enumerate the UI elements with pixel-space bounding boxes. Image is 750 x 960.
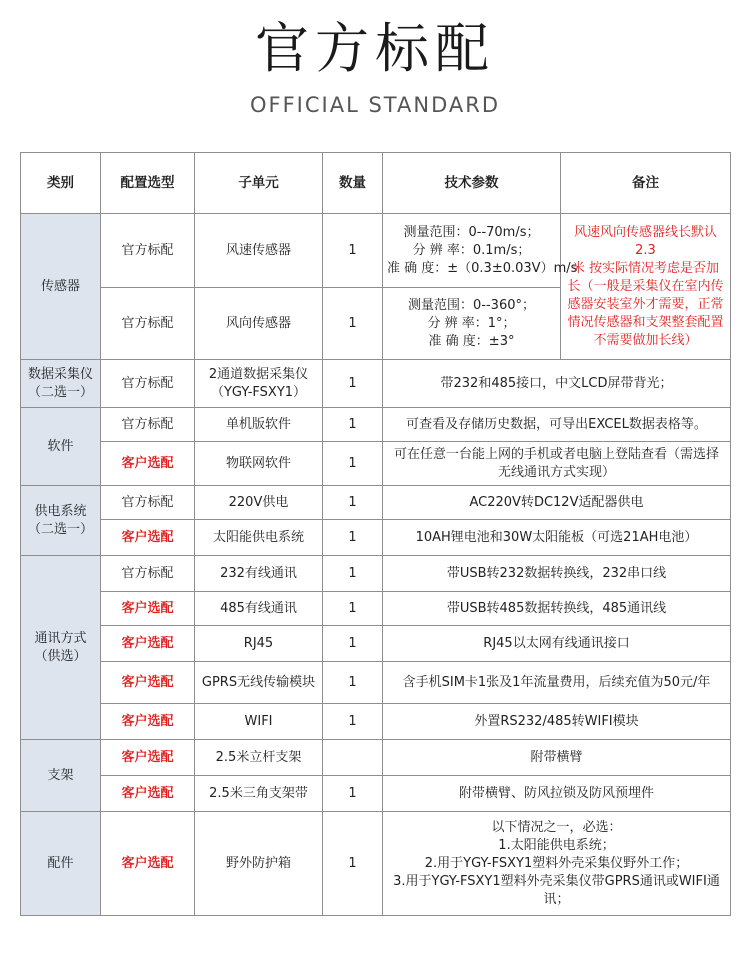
note-line: 感器安装室外才需要，正常 <box>567 296 724 312</box>
tech-line: 测量范围：0--70m/s； <box>403 224 540 240</box>
table-row <box>21 486 731 520</box>
qty-cell: 1 <box>323 556 383 592</box>
tech-cell <box>383 288 561 360</box>
note-line: 风速风向传感器线长默认2.3 <box>573 224 717 258</box>
qty-cell: 1 <box>323 408 383 442</box>
category-accessory: 配件 <box>21 812 101 916</box>
config-cell: 客户选配 <box>101 520 195 556</box>
tech-cell: 附带横臂、防风拉锁及防风预埋件 <box>383 776 731 812</box>
qty-cell: 1 <box>323 360 383 408</box>
header-unit: 子单元 <box>195 153 323 214</box>
unit-cell: 2.5米三角支架带 <box>195 776 323 812</box>
header-note: 备注 <box>561 153 731 214</box>
config-cell: 客户选配 <box>101 740 195 776</box>
tech-cell: AC220V转DC12V适配器供电 <box>383 486 731 520</box>
qty-cell: 1 <box>323 486 383 520</box>
header-category: 类别 <box>21 153 101 214</box>
category-sensor: 传感器 <box>21 214 101 360</box>
tech-line: 准 确 度：±3° <box>428 333 515 349</box>
unit-cell: RJ45 <box>195 626 323 662</box>
tech-cell: 外置RS232/485转WIFI模块 <box>383 704 731 740</box>
table-header-row <box>21 153 731 214</box>
unit-cell: 物联网软件 <box>195 442 323 486</box>
qty-cell: 1 <box>323 442 383 486</box>
unit-cell: 风向传感器 <box>195 288 323 360</box>
category-collector <box>21 360 101 408</box>
category-label: 数据采集仪 <box>27 366 93 382</box>
note-line: 长（一般是采集仪在室内传 <box>567 278 724 294</box>
table-row <box>21 408 731 442</box>
qty-cell: 1 <box>323 214 383 288</box>
category-label: （二选一） <box>27 521 93 537</box>
table-row <box>21 360 731 408</box>
note-line: 情况传感器和支架整套配置 <box>567 314 724 330</box>
tech-cell: 可查看及存储历史数据，可导出EXCEL数据表格等。 <box>383 408 731 442</box>
qty-cell: 1 <box>323 776 383 812</box>
page-title: 官方标配 <box>255 17 495 80</box>
config-cell: 官方标配 <box>101 360 195 408</box>
config-cell: 官方标配 <box>101 486 195 520</box>
qty-cell: 1 <box>323 592 383 626</box>
table-row <box>21 704 731 740</box>
table-row <box>21 626 731 662</box>
tech-line: 3.用于YGY-FSXY1塑料外壳采集仪带GPRS通讯或WIFI通 <box>393 873 720 889</box>
table-row <box>21 776 731 812</box>
config-cell: 客户选配 <box>101 776 195 812</box>
unit-line: （YGY-FSXY1） <box>210 384 307 400</box>
qty-cell: 1 <box>323 812 383 916</box>
table-row <box>21 442 731 486</box>
tech-line: 无线通讯方式实现） <box>497 464 615 480</box>
config-cell: 客户选配 <box>101 704 195 740</box>
category-stand: 支架 <box>21 740 101 812</box>
tech-line: 1.太阳能供电系统； <box>498 837 615 853</box>
sensor-note <box>561 214 731 360</box>
category-label: 供电系统 <box>34 503 87 519</box>
unit-line: 2通道数据采集仪 <box>208 366 309 382</box>
unit-cell: 太阳能供电系统 <box>195 520 323 556</box>
unit-cell: 485有线通讯 <box>195 592 323 626</box>
tech-cell: 带USB转485数据转换线，485通讯线 <box>383 592 731 626</box>
tech-line: 2.用于YGY-FSXY1塑料外壳采集仪野外工作； <box>424 855 689 871</box>
qty-cell: 1 <box>323 704 383 740</box>
tech-cell <box>383 442 731 486</box>
config-cell: 客户选配 <box>101 626 195 662</box>
category-power <box>21 486 101 556</box>
header-config: 配置选型 <box>101 153 195 214</box>
tech-line: 分 辨 率：0.1m/s； <box>412 242 531 258</box>
qty-cell: 1 <box>323 520 383 556</box>
tech-line: 测量范围：0--360°； <box>408 297 535 313</box>
table-row <box>21 214 731 288</box>
config-cell: 客户选配 <box>101 592 195 626</box>
category-software: 软件 <box>21 408 101 486</box>
header-tech: 技术参数 <box>383 153 561 214</box>
unit-cell: 220V供电 <box>195 486 323 520</box>
table-row <box>21 740 731 776</box>
config-cell: 官方标配 <box>101 556 195 592</box>
tech-cell: 10AH锂电池和30W太阳能板（可选21AH电池） <box>383 520 731 556</box>
tech-cell: 附带横臂 <box>383 740 731 776</box>
qty-cell <box>323 740 383 776</box>
tech-line: 讯； <box>543 891 570 907</box>
unit-cell: 单机版软件 <box>195 408 323 442</box>
config-cell: 官方标配 <box>101 288 195 360</box>
unit-cell: 野外防护箱 <box>195 812 323 916</box>
header-qty: 数量 <box>323 153 383 214</box>
unit-cell: 风速传感器 <box>195 214 323 288</box>
note-line: 不需要做加长线） <box>593 332 698 348</box>
unit-cell: GPRS无线传输模块 <box>195 662 323 704</box>
config-cell: 官方标配 <box>101 214 195 288</box>
table-row <box>21 812 731 916</box>
table-row <box>21 662 731 704</box>
table-row <box>21 520 731 556</box>
config-cell: 客户选配 <box>101 662 195 704</box>
unit-cell: 2.5米立杆支架 <box>195 740 323 776</box>
tech-line: 可在任意一台能上网的手机或者电脑上登陆查看（需选择 <box>393 446 719 462</box>
tech-line: 以下情况之一，必选： <box>491 819 622 835</box>
spec-table <box>20 152 731 916</box>
tech-line: 准 确 度：±（0.3±0.03V）m/s <box>387 260 578 276</box>
unit-cell: 232有线通讯 <box>195 556 323 592</box>
tech-cell <box>383 214 578 288</box>
config-cell: 客户选配 <box>101 812 195 916</box>
unit-cell <box>195 360 323 408</box>
note-line: 米 按实际情况考虑是否加 <box>571 260 720 276</box>
category-label: （二选一） <box>27 384 93 400</box>
unit-cell: WIFI <box>195 704 323 740</box>
tech-cell <box>383 812 731 916</box>
tech-cell: 带232和485接口，中文LCD屏带背光； <box>383 360 731 408</box>
qty-cell: 1 <box>323 662 383 704</box>
tech-cell: 带USB转232数据转换线，232串口线 <box>383 556 731 592</box>
category-comm <box>21 556 101 740</box>
category-label: （供选） <box>34 648 87 664</box>
qty-cell: 1 <box>323 288 383 360</box>
page-subtitle: OFFICIAL STANDARD <box>249 93 500 117</box>
table-row <box>21 556 731 592</box>
config-cell: 客户选配 <box>101 442 195 486</box>
qty-cell: 1 <box>323 626 383 662</box>
tech-cell: RJ45以太网有线通讯接口 <box>383 626 731 662</box>
table-row <box>21 592 731 626</box>
tech-cell: 含手机SIM卡1张及1年流量费用，后续充值为50元/年 <box>383 662 731 704</box>
tech-line: 分 辨 率：1°； <box>427 315 516 331</box>
category-label: 通讯方式 <box>34 630 87 646</box>
config-cell: 官方标配 <box>101 408 195 442</box>
